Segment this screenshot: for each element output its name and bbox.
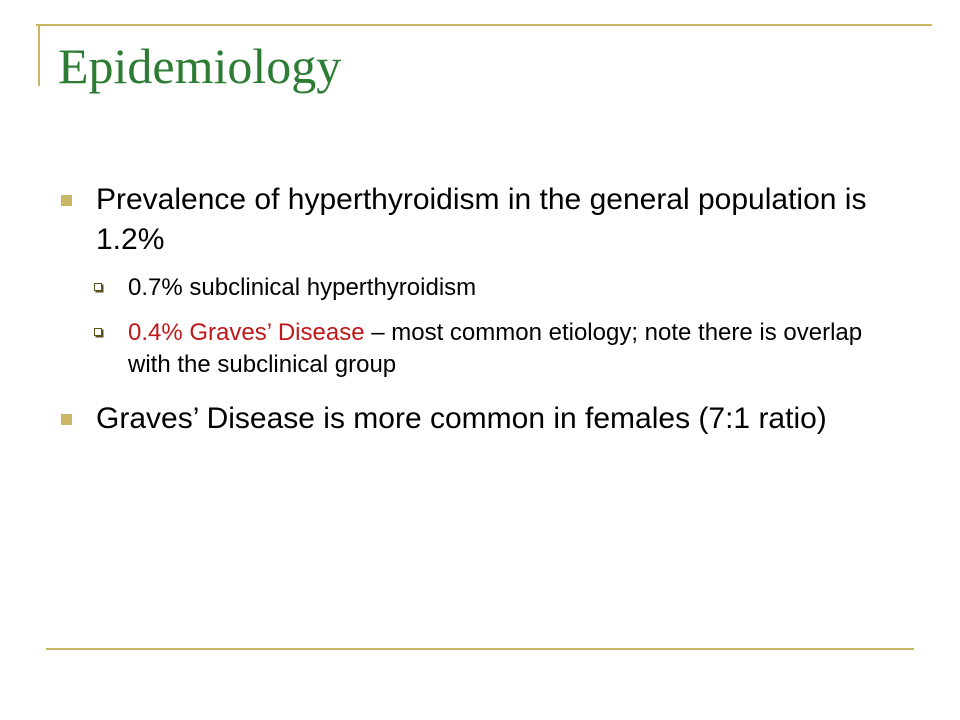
hollow-square-bullet-icon — [94, 328, 102, 336]
bullet-prevalence-text: Prevalence of hyperthyroidism in the general population is 1.2% — [96, 183, 867, 256]
hollow-square-bullet-icon — [94, 283, 102, 291]
bottom-accent-rule — [46, 648, 914, 650]
subbullet-subclinical — [91, 272, 878, 304]
bullet-graves-females-text: Graves’ Disease is more common in females (7:1 ratio) — [96, 402, 827, 435]
square-bullet-icon — [61, 414, 72, 425]
subbullet-subclinical-text: 0.7% subclinical hyperthyroidism — [128, 274, 477, 301]
subbullet-graves — [91, 317, 878, 381]
top-accent-rule — [36, 24, 932, 26]
subbullet-graves-text: – most common etiology; note there is overlap with the subclinical group — [128, 319, 863, 378]
bullet-graves-females — [58, 399, 878, 439]
bullet-prevalence — [58, 180, 878, 381]
left-accent-rule — [38, 24, 40, 86]
prevalence-subbullets — [91, 272, 878, 381]
graves-highlight-text: 0.4% Graves’ Disease — [128, 319, 365, 346]
bullet-list — [58, 180, 878, 439]
slide-title: Epidemiology — [58, 38, 342, 94]
square-bullet-icon — [61, 195, 72, 206]
